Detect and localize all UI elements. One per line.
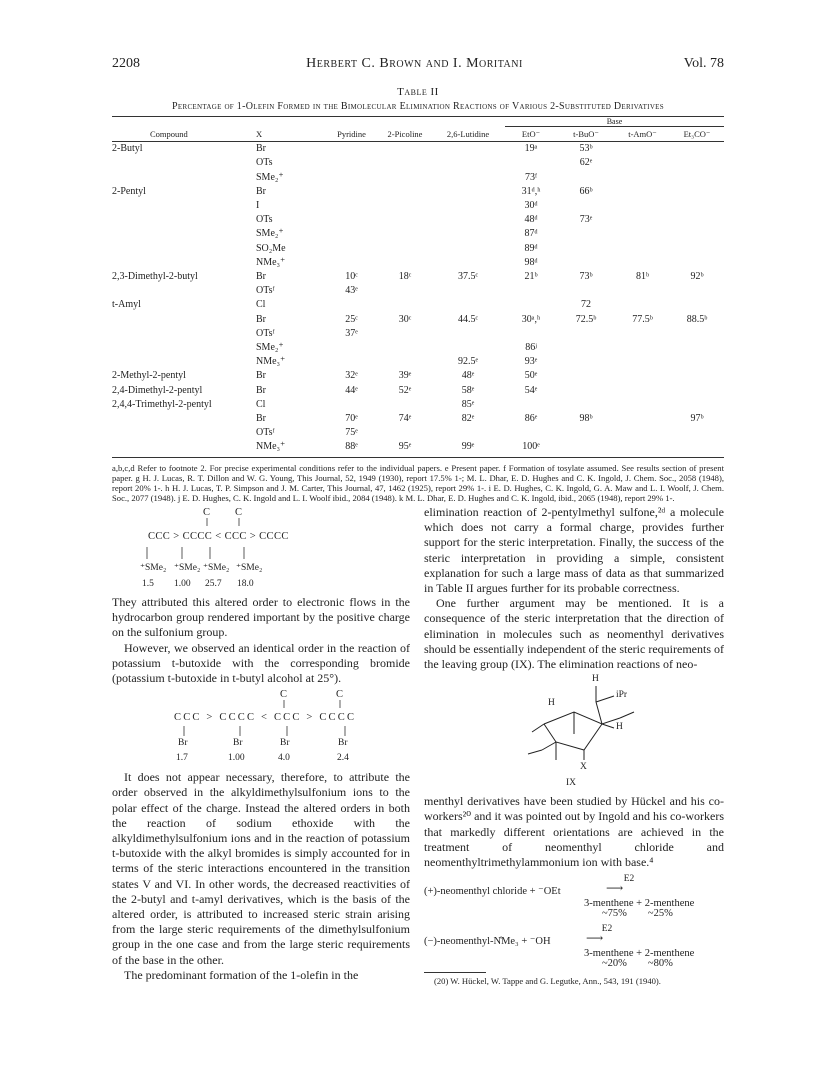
value-cell <box>505 327 557 341</box>
leaving-group-cell: SMe₂⁺ <box>256 228 284 240</box>
leaving-group-cell: NMe₃⁺ <box>256 256 286 268</box>
value-cell <box>557 398 615 412</box>
value-cell <box>670 227 724 241</box>
branch-carbon: C <box>280 689 288 701</box>
value-cell <box>431 426 505 440</box>
left-column <box>112 505 410 983</box>
scheme-group: Br <box>233 738 243 749</box>
value-cell <box>615 284 670 298</box>
value-cell: 99ᵉ <box>461 441 475 453</box>
reaction-arrow-icon: ⟶ <box>586 931 604 946</box>
value-cell <box>615 355 670 369</box>
compound-cell: 2-Methyl-2-pentyl <box>112 370 186 382</box>
table-body <box>112 142 724 455</box>
value-cell: 31ᵈ,ʰ <box>521 185 541 197</box>
reaction-yields: ~75% ~25% <box>602 908 673 920</box>
scheme-group: ⁺SMe₂ <box>203 563 230 573</box>
value-cell: 88ᵉ <box>345 441 358 453</box>
compound-cell <box>112 355 252 369</box>
value-cell: 25ᶜ <box>345 313 358 325</box>
leaving-group-cell: OTs <box>256 157 273 169</box>
value-cell <box>324 185 379 199</box>
leaving-group-cell: OTsᶠ <box>256 427 275 439</box>
value-cell: 37ᵉ <box>345 327 358 339</box>
value-cell <box>431 213 505 227</box>
atom-label-x: X <box>580 762 587 773</box>
structure-ix <box>424 672 724 790</box>
value-cell <box>557 284 615 298</box>
value-cell: 98ᵈ <box>524 256 538 268</box>
value-cell: 89ᵈ <box>524 242 538 254</box>
value-cell: 86ʲ <box>525 342 537 354</box>
value-cell <box>615 199 670 213</box>
value-cell <box>615 142 670 157</box>
compound-cell <box>112 242 252 256</box>
scheme-sulfonium-bonds <box>112 505 410 595</box>
table-row <box>112 213 724 227</box>
value-cell <box>431 185 505 199</box>
value-cell: 92.5ᵉ <box>457 356 479 368</box>
compound-cell <box>112 199 252 213</box>
paragraph: However, we observed an identical order in the reaction of potassium t-butoxide with the corresponding bromide (potassium t-butoxide in t-butyl alcohol at 25°). <box>112 640 410 686</box>
value-cell: 62ᵉ <box>579 157 593 169</box>
value-cell: 74ᵉ <box>398 413 412 425</box>
value-cell <box>615 227 670 241</box>
leaving-group-cell: SMe₂⁺ <box>256 342 284 354</box>
table-row <box>112 398 724 412</box>
scheme-value: 1.7 <box>176 753 188 764</box>
value-cell: 85ᵉ <box>461 398 475 410</box>
reaction-1 <box>424 872 724 920</box>
value-cell: 70ᵉ <box>345 413 358 425</box>
scheme-sulfonium <box>112 505 410 595</box>
value-cell: 44.5ᶜ <box>457 313 479 325</box>
table-row <box>112 199 724 213</box>
value-cell: 72.5ᵇ <box>575 313 597 325</box>
compound-cell <box>112 313 252 327</box>
value-cell <box>670 398 724 412</box>
value-cell <box>324 355 379 369</box>
leaving-group-cell: Br <box>256 271 266 283</box>
value-cell <box>615 426 670 440</box>
value-cell <box>670 256 724 270</box>
paragraph: The predominant formation of the 1-olefin in the <box>124 967 359 982</box>
value-cell <box>670 171 724 185</box>
leaving-group-cell: Br <box>256 413 266 425</box>
table-header-row <box>112 127 724 142</box>
atom-label-h: H <box>548 698 555 709</box>
scheme-group: Br <box>338 738 348 749</box>
reaction-yields: ~20% ~80% <box>602 958 673 970</box>
value-cell <box>670 426 724 440</box>
value-cell <box>670 369 724 383</box>
branch-carbon: C <box>235 507 243 518</box>
value-cell <box>670 213 724 227</box>
table-row <box>112 227 724 241</box>
reaction-products: 3-menthene + 2-menthene <box>584 948 695 960</box>
table-row <box>112 298 724 312</box>
compound-cell <box>112 327 252 341</box>
value-cell: 52ᵉ <box>398 384 412 396</box>
value-cell <box>615 327 670 341</box>
table-row <box>112 284 724 298</box>
value-cell <box>324 341 379 355</box>
value-cell <box>379 171 431 185</box>
value-cell <box>505 398 557 412</box>
column-header: 2,6-Lutidine <box>431 127 505 142</box>
value-cell <box>615 369 670 383</box>
atom-label-ipr: iPr <box>616 690 628 701</box>
value-cell <box>615 440 670 454</box>
value-cell <box>324 398 379 412</box>
value-cell <box>615 156 670 170</box>
table-row <box>112 156 724 170</box>
table-row <box>112 256 724 270</box>
value-cell <box>557 171 615 185</box>
value-cell: 75ᵉ <box>345 427 358 439</box>
paragraph: elimination reaction of 2-pentylmethyl sulfone,²ᵈ a molecule which does not carry a formal charge, provides further support for the steric interpretation. Finally, the success of the steric interpretation in providing a simple, consistent explanation for such a large mass of data as that summarized in Table II argues further for its probable correctness. <box>424 505 724 596</box>
value-cell: 77.5ᵇ <box>632 313 653 325</box>
value-cell <box>379 298 431 312</box>
value-cell <box>431 327 505 341</box>
value-cell: 50ᵉ <box>524 370 538 382</box>
value-cell: 18ᶜ <box>398 271 412 283</box>
paragraph: It does not appear necessary, therefore, to attribute the order observed in the alkyldimethylsulfonium ions to the polar effect of the charge. Instead the altered orders in both the reaction of sodium ethoxide with the alkyldimethylsulfonium ions and in the reaction of potassium t-butoxide with the alkyl bromides is simply accounted for in terms of the steric interactions encountered in the transition states V and VI. In other words, the decreased reactivities of the 2-butyl and t-amyl derivatives, which is the basis of the altered order, is attributed to increased steric strain arising from the large steric requirements of the dimethylsulfonium group in the one case and from the large steric requirements of the base in the other. <box>112 770 410 967</box>
compound-cell <box>112 426 252 440</box>
paragraph: They attributed this altered order to electronic flows in the hydrocarbon group rendered important by the positive charge on the sulfonium group. <box>112 595 410 640</box>
column-header: EtO⁻ <box>505 127 557 142</box>
scheme-line: CCC > CCCC < CCC > CCCC <box>148 531 289 542</box>
scheme-value: 25.7 <box>205 579 222 589</box>
value-cell <box>557 199 615 213</box>
scheme-line: CCC > CCCC < CCC > CCCC <box>174 712 357 724</box>
compound-cell <box>112 440 252 454</box>
right-column <box>424 505 724 986</box>
value-cell <box>670 298 724 312</box>
value-cell <box>615 298 670 312</box>
table-row <box>112 412 724 426</box>
value-cell <box>431 156 505 170</box>
value-cell <box>379 426 431 440</box>
compound-cell: 2,4-Dimethyl-2-pentyl <box>112 384 203 396</box>
value-cell: 43ᵉ <box>345 285 358 297</box>
value-cell: 88.5ᵇ <box>686 313 708 325</box>
value-cell <box>324 242 379 256</box>
value-cell: 37.5ᶜ <box>457 271 479 283</box>
leaving-group-cell: Br <box>256 313 266 325</box>
column-header: X <box>252 127 324 142</box>
value-cell <box>379 156 431 170</box>
leaving-group-cell: Cl <box>256 398 266 410</box>
reaction-arrow-icon: ⟶ <box>606 881 624 896</box>
value-cell: 30ᶜ <box>398 313 412 325</box>
leaving-group-cell: SMe₂⁺ <box>256 171 284 183</box>
value-cell: 19ᵃ <box>524 143 538 155</box>
table-row <box>112 327 724 341</box>
base-group-header: Base <box>505 117 724 127</box>
scheme-group: Br <box>178 738 188 749</box>
compound-cell <box>112 156 252 170</box>
value-cell <box>557 227 615 241</box>
reaction-arrow-label: E2 <box>623 874 635 885</box>
branch-carbon: C <box>336 689 344 701</box>
value-cell <box>505 156 557 170</box>
value-cell: 30ᵃ,ʰ <box>521 313 541 325</box>
column-header: t-BuO⁻ <box>557 127 615 142</box>
column-header: t-AmO⁻ <box>615 127 670 142</box>
value-cell <box>670 440 724 454</box>
value-cell <box>324 213 379 227</box>
column-header: Compound <box>112 127 252 142</box>
leaving-group-cell: Br <box>256 143 266 155</box>
value-cell: 86ᵉ <box>524 413 538 425</box>
leaving-group-cell: I <box>256 200 260 212</box>
atom-label-h: H <box>592 674 599 685</box>
value-cell <box>557 341 615 355</box>
value-cell <box>670 156 724 170</box>
table-caption: Percentage of 1-Olefin Formed in the Bimolecular Elimination Reactions of Various 2-Substituted Derivatives <box>172 101 664 112</box>
reaction-2 <box>424 922 724 970</box>
value-cell <box>670 384 724 398</box>
compound-cell <box>112 227 252 241</box>
value-cell: 73ᵉ <box>579 214 593 226</box>
value-cell: 54ᵉ <box>524 384 538 396</box>
value-cell: 66ᵇ <box>579 185 593 197</box>
value-cell <box>505 284 557 298</box>
scheme-value: 4.0 <box>278 753 290 764</box>
value-cell: 98ᵇ <box>579 413 593 425</box>
structure-label: IX <box>566 778 577 789</box>
footnote: (20) W. Hückel, W. Tappe and G. Legutke, Ann., 543, 191 (1940). <box>434 976 661 987</box>
reaction-reactants: (−)-neomenthyl-N̊Me₃ + ⁻OH <box>424 936 551 948</box>
page-number: 2208 <box>112 56 140 71</box>
value-cell <box>557 369 615 383</box>
value-cell <box>379 199 431 213</box>
scheme-value: 1.00 <box>228 753 245 764</box>
value-cell <box>379 227 431 241</box>
value-cell <box>324 199 379 213</box>
compound-cell: 2-Pentyl <box>112 185 146 197</box>
value-cell <box>379 355 431 369</box>
paragraph: One further argument may be mentioned. It is a consequence of the steric interpretation that the direction of elimination in molecules such as neomenthyl derivatives should be essentially independent of the steric requirements of the leaving group (IX). The elimination reactions of neo- <box>424 596 724 672</box>
branch-carbon: C <box>203 507 211 518</box>
compound-cell: t-Amyl <box>112 299 141 311</box>
scheme-group: ⁺SMe₂ <box>174 563 201 573</box>
value-cell: 95ᵉ <box>398 441 412 453</box>
value-cell <box>431 284 505 298</box>
value-cell <box>557 426 615 440</box>
table-row <box>112 426 724 440</box>
table-row <box>112 242 724 256</box>
leaving-group-cell: NMe₃⁺ <box>256 441 286 453</box>
leaving-group-cell: SO₂Me <box>256 242 286 254</box>
value-cell <box>670 142 724 157</box>
compound-cell <box>112 341 252 355</box>
leaving-group-cell: Br <box>256 384 266 396</box>
value-cell: 73ᶠ <box>524 171 538 183</box>
value-cell <box>615 171 670 185</box>
value-cell <box>431 256 505 270</box>
value-cell: 32ᵉ <box>345 370 358 382</box>
table-label: Table II <box>397 86 439 98</box>
table-row <box>112 384 724 398</box>
value-cell: 58ᵉ <box>461 384 475 396</box>
table-row <box>112 142 724 157</box>
leaving-group-cell: NMe₃⁺ <box>256 356 286 368</box>
value-cell <box>615 185 670 199</box>
value-cell <box>557 242 615 256</box>
value-cell <box>615 398 670 412</box>
value-cell <box>431 227 505 241</box>
value-cell <box>379 284 431 298</box>
value-cell <box>557 384 615 398</box>
value-cell <box>379 242 431 256</box>
value-cell <box>379 256 431 270</box>
value-cell <box>615 256 670 270</box>
reaction-arrow-label: E2 <box>601 924 613 935</box>
scheme-value: 1.00 <box>174 579 191 589</box>
running-title: Herbert C. Brown and I. Moritani <box>306 56 523 71</box>
value-cell: 72 <box>581 299 591 311</box>
value-cell <box>557 440 615 454</box>
value-cell <box>379 142 431 157</box>
value-cell <box>505 298 557 312</box>
value-cell: 73ᵇ <box>579 271 593 283</box>
leaving-group-cell: OTsᶠ <box>256 285 275 297</box>
value-cell <box>670 355 724 369</box>
reaction-reactants: (+)-neomenthyl chloride + ⁻OEt <box>424 886 561 898</box>
compound-cell: 2,4,4-Trimethyl-2-pentyl <box>112 398 212 410</box>
footnote-rule <box>424 972 486 973</box>
leaving-group-cell: OTs <box>256 214 273 226</box>
compound-cell <box>112 256 252 270</box>
reaction-products: 3-menthene + 2-menthene <box>584 898 695 910</box>
value-cell: 21ᵇ <box>524 271 538 283</box>
value-cell: 10ᶜ <box>345 271 358 283</box>
value-cell <box>670 199 724 213</box>
table-row <box>112 270 724 284</box>
value-cell <box>431 298 505 312</box>
scheme-value: 2.4 <box>337 753 349 764</box>
scheme-group: Br <box>280 738 290 749</box>
table-row <box>112 185 724 199</box>
leaving-group-cell: Br <box>256 370 266 382</box>
atom-label-h: H <box>616 722 623 733</box>
value-cell <box>379 341 431 355</box>
table-ii <box>112 86 724 503</box>
scheme-bromide-bonds <box>112 686 410 766</box>
leaving-group-cell: OTsᶠ <box>256 327 275 339</box>
compound-cell <box>112 284 252 298</box>
value-cell <box>615 213 670 227</box>
column-header: Et₃CO⁻ <box>670 127 724 142</box>
value-cell: 48ᵉ <box>461 370 475 382</box>
value-cell <box>615 341 670 355</box>
value-cell <box>324 171 379 185</box>
value-cell: 39ᵉ <box>398 370 412 382</box>
value-cell <box>324 227 379 241</box>
table-row <box>112 341 724 355</box>
value-cell <box>324 298 379 312</box>
value-cell <box>505 426 557 440</box>
compound-cell <box>112 213 252 227</box>
value-cell <box>431 341 505 355</box>
compound-cell: 2-Butyl <box>112 143 143 155</box>
column-header: Pyridine <box>324 127 379 142</box>
value-cell <box>670 284 724 298</box>
value-cell: 44ᵉ <box>345 384 358 396</box>
value-cell: 48ᵈ <box>524 214 538 226</box>
volume-label: Vol. 78 <box>683 56 724 71</box>
table-row <box>112 440 724 454</box>
value-cell <box>557 327 615 341</box>
value-cell <box>379 213 431 227</box>
table-footnote: a,b,c,d Refer to footnote 2. For precise experimental conditions refer to the individual papers. e Present paper. f Formation of tosylate assumed. See results section of present paper. g H. J. Lucas, R. T. Dillon and W. G. Young, This Journal, 52, 1949 (1930), report 17.5% 1-; M. L. Dhar, E. D. Hughes and C. K. Ingold, J. Chem. Soc., 2058 (1948), report 20% 1-. h H. J. Lucas, T. P. Simpson and J. M. Carter, This Journal, 47, 1462 (1925), report 29% 1-. i E. D. Hughes, C. K. Ingold, G. A. Maw and L. I. Woolf, J. Chem. Soc., 2077 (1948). j E. D. Hughes, C. K. Ingold and L. I. Woolf ibid., 2084 (1948). k M. L. Dhar, E. D. Hughes and C. K. Ingold, ibid., 2065 (1948), report 29% 1-. <box>112 462 724 504</box>
value-cell <box>615 242 670 256</box>
value-cell <box>431 242 505 256</box>
scheme-group: ⁺SMe₂ <box>236 563 263 573</box>
value-cell <box>670 242 724 256</box>
cyclohexane-chair-drawing <box>424 672 724 790</box>
value-cell <box>557 256 615 270</box>
scheme-group: ⁺SMe₂ <box>140 563 167 573</box>
value-cell: 97ᵇ <box>690 413 704 425</box>
value-cell <box>557 355 615 369</box>
value-cell: 92ᵇ <box>690 271 704 283</box>
compound-cell <box>112 171 252 185</box>
value-cell <box>431 142 505 157</box>
value-cell <box>324 142 379 157</box>
value-cell: 93ᵉ <box>524 356 538 368</box>
value-cell: 87ᵈ <box>524 228 538 240</box>
compound-cell: 2,3-Dimethyl-2-butyl <box>112 271 198 283</box>
scheme-bromide <box>112 686 410 766</box>
value-cell <box>615 412 670 426</box>
table-row <box>112 171 724 185</box>
paragraph: menthyl derivatives have been studied by Hückel and his co-workers²⁰ and it was pointed out by Ingold and his co-workers that markedly different orientations are achieved in the treatment of neomenthyl chloride and neomenthyltrimethylammonium ion with base.⁴ <box>424 794 724 870</box>
column-header: 2-Picoline <box>379 127 431 142</box>
leaving-group-cell: Br <box>256 185 266 197</box>
table-row <box>112 369 724 383</box>
value-cell: 82ᵉ <box>461 413 475 425</box>
value-cell <box>379 398 431 412</box>
value-cell: 53ᵇ <box>579 143 593 155</box>
value-cell: 100ᵉ <box>522 441 540 453</box>
value-cell <box>670 341 724 355</box>
value-cell <box>379 185 431 199</box>
value-cell <box>324 156 379 170</box>
compound-cell <box>112 412 252 426</box>
scheme-value: 1.5 <box>142 579 154 589</box>
table-row <box>112 313 724 327</box>
table-row <box>112 355 724 369</box>
leaving-group-cell: Cl <box>256 299 266 311</box>
scheme-value: 18.0 <box>237 579 254 589</box>
value-cell <box>670 327 724 341</box>
value-cell <box>431 171 505 185</box>
data-table <box>112 116 724 455</box>
value-cell: 81ᵇ <box>635 271 650 283</box>
value-cell <box>324 256 379 270</box>
value-cell <box>431 199 505 213</box>
value-cell <box>670 185 724 199</box>
value-cell: 30ᵈ <box>524 200 538 212</box>
value-cell <box>379 327 431 341</box>
value-cell <box>615 384 670 398</box>
